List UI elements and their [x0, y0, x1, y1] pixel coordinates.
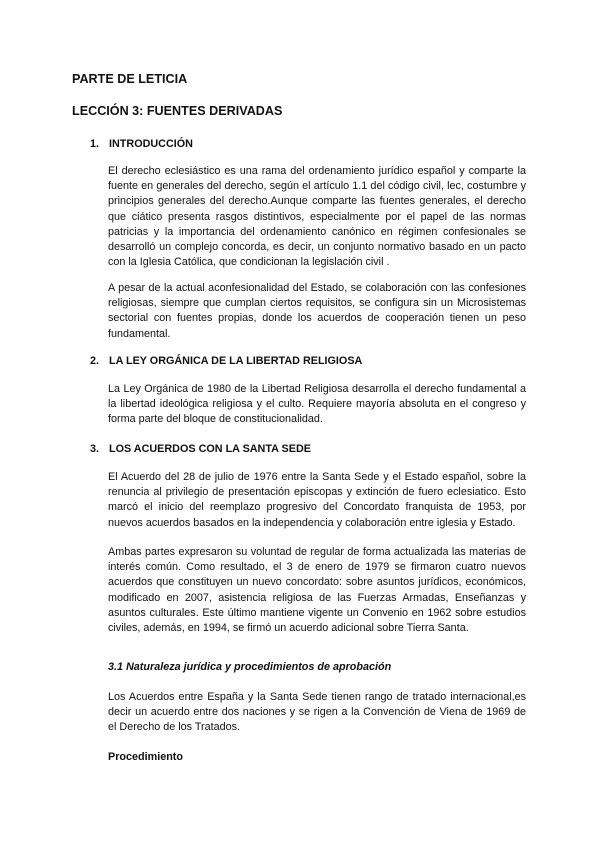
paragraph: El Acuerdo del 28 de julio de 1976 entre la Santa Sede y el Estado español, sobre la renuncia al privilegio de presentación episcopas y extinción de fuero eclesiatico. Esto marcó el inicio del reemplazo progresivo del Concordato franquista de 1953, por nuevos acuerdos basados en la independencia y colaboración entre iglesia y Estado. — [108, 471, 526, 529]
paragraph: A pesar de la actual aconfesionalidad del Estado, se colaboración con las confesiones religiosas, siempre que cumplan ciertos requisitos, se configura sin un Microsistemas sectorial con fuentes propias, donde los acuerdos de cooperación tienen un peso fundamental. — [108, 282, 526, 340]
paragraph: El derecho eclesiástico es una rama del ordenamiento jurídico español y comparte la fuente en generales del derecho, según el artículo 1.1 del código civil, lec, costumbre y principios generales del derecho.Aunque comparte las fuentes generales, el derecho que ciático presenta rasgos distintivos, especialmente por el papel de las normas patricias y la importancia del ordenamiento canónico en régimen confesionales se desarrolló un complejo concorda, es decir, un conjunto normativo basado en un pacto con la Iglesia Católica, que condicionan la legislación civil . — [108, 165, 526, 269]
paragraph: Los Acuerdos entre España y la Santa Sede tienen rango de tratado internacional,es decir un acuerdo entre dos naciones y se rigen a la Convención de Viena de 1969 de el Derecho de los Tratados. — [108, 691, 526, 734]
paragraph: La Ley Orgánica de 1980 de la Libertad Religiosa desarrolla el derecho fundamental a la libertad ideológica religiosa y el culto. Requiere mayoría absoluta en el congreso y forma parte del bloque de constitucionalidad. — [108, 383, 526, 426]
part-title: PARTE DE LETICIA — [72, 72, 188, 86]
section-heading-acuerdos-santa-sede — [90, 443, 311, 455]
paragraph: Ambas partes expresaron su voluntad de regular de forma actualizada las materias de interés común. Como resultado, el 3 de enero de 1979 se firmaron cuatro nuevos acuerdos que constituyen un nuevo concordato: sobre asuntos jurídicos, económicos, modificado en 2007, asistencia religiosa de las Fuerzas Armadas, Enseñanzas y asuntos culturales. Este último mantiene vigente un Convenio en 1962 sobre estudios civiles, además, en 1994, se firmó un acuerdo adicional sobre Tierra Santa. — [108, 546, 526, 635]
section-number: 3. — [90, 443, 100, 455]
lesson-title: LECCIÓN 3: FUENTES DERIVADAS — [72, 104, 283, 118]
section-heading-introduccion — [90, 138, 193, 150]
subsection-heading: 3.1 Naturaleza jurídica y procedimientos de aprobación — [108, 661, 392, 673]
section-heading-ley-organica — [90, 355, 362, 367]
section-number: 1. — [90, 138, 100, 150]
section-number: 2. — [90, 355, 100, 367]
section-title: LA LEY ORGÁNICA DE LA LIBERTAD RELIGIOSA — [109, 355, 363, 367]
section-title: INTRODUCCIÓN — [109, 138, 193, 150]
procedimiento-heading: Procedimiento — [108, 751, 183, 763]
section-title: LOS ACUERDOS CON LA SANTA SEDE — [109, 443, 311, 455]
